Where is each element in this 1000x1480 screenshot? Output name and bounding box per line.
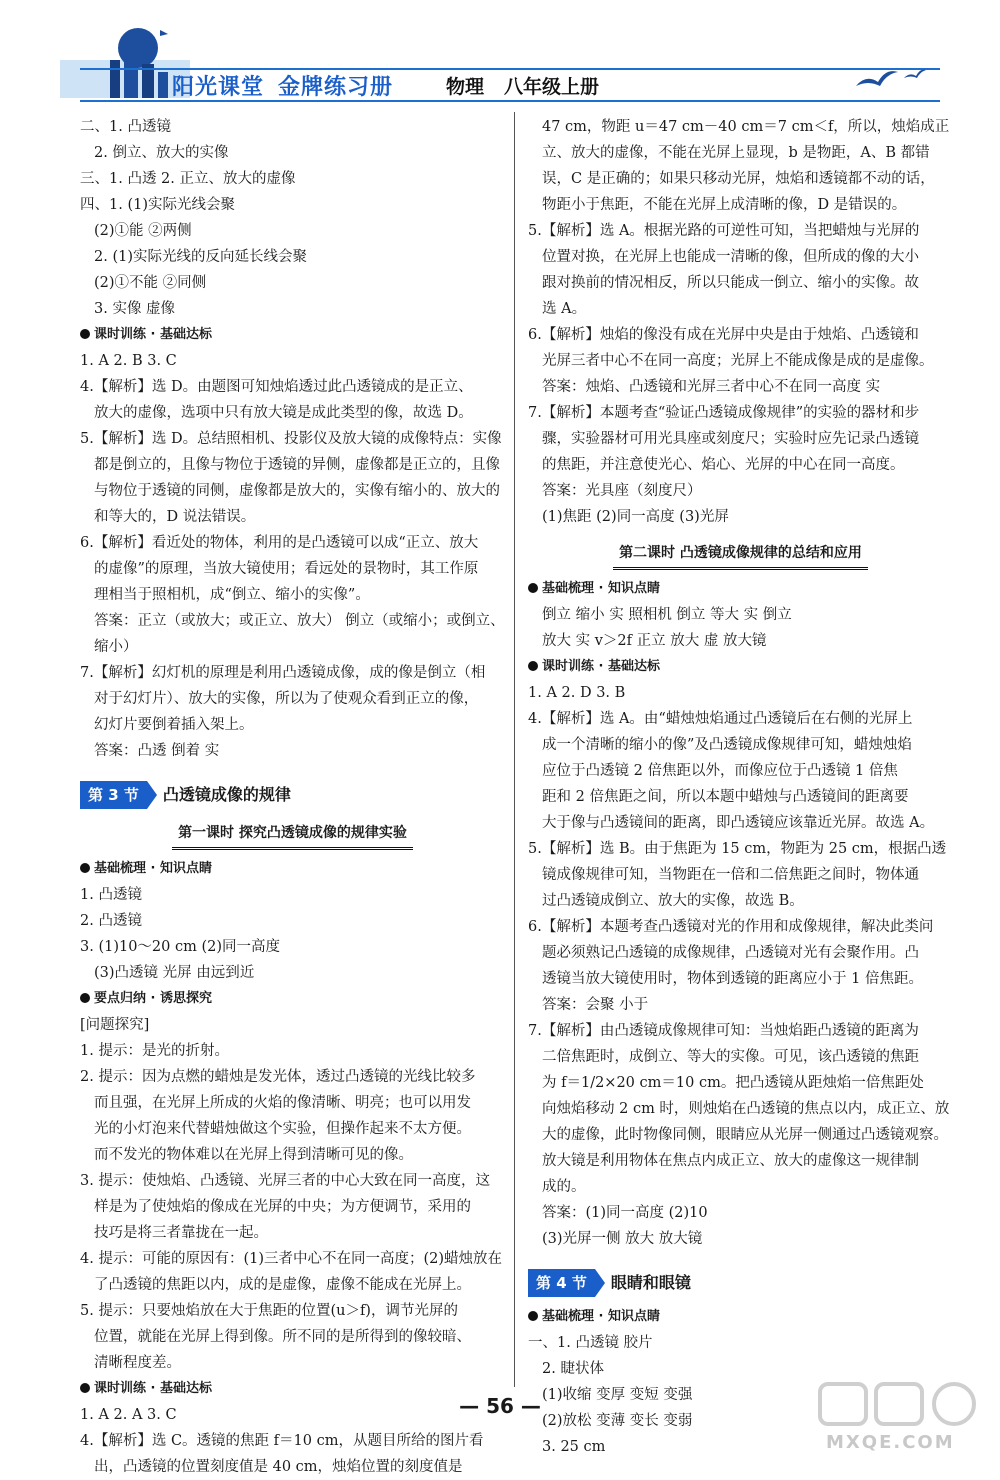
- chapter-heading: [528, 1268, 953, 1298]
- page-header: [0, 0, 1000, 110]
- text-line: 1. A 2. D 3. B: [528, 685, 626, 701]
- section-label-text: 基础梳理 · 知识点睛: [542, 581, 660, 596]
- text-line: 和等大的，D 说法错误。: [94, 509, 256, 525]
- text-line: 1. A 2. A 3. C: [80, 1407, 177, 1423]
- text-line: 三、1. 凸透 2. 正立、放大的虚像: [80, 171, 296, 187]
- text-line: 四、1. (1)实际光线会聚: [80, 197, 235, 213]
- text-line: 立、放大的虚像，不能在光屏上显现，b 是物距，A、B 都错: [542, 145, 930, 161]
- text-line: 放大镜是利用物体在焦点内成正立、放大的虚像这一规律制: [542, 1153, 919, 1169]
- text-line: 7.【解析】由凸透镜成像规律可知：当烛焰距凸透镜的距离为: [528, 1023, 919, 1039]
- text-line: (1)焦距 (2)同一高度 (3)光屏: [542, 509, 729, 525]
- brand-series: 金牌练习册: [278, 75, 394, 100]
- text-line: (3)凸透镜 光屏 由远到近: [94, 965, 255, 981]
- text-line: 1. A 2. B 3. C: [80, 353, 177, 369]
- text-line: 7.【解析】本题考查“验证凸透镜成像规律”的实验的器材和步: [528, 405, 920, 421]
- text-line: 出，凸透镜的位置刻度值是 40 cm，烛焰位置的刻度值是: [94, 1459, 463, 1475]
- text-line: (2)放松 变薄 变长 变弱: [542, 1413, 693, 1429]
- chevron-right-icon: [595, 1269, 605, 1297]
- text-line: 成的。: [542, 1179, 586, 1195]
- subject-label: [446, 72, 599, 99]
- lesson-title: 第二课时 凸透镜成像规律的总结和应用: [613, 541, 868, 570]
- text-line: 距和 2 倍焦距之间，所以本题中蜡烛与凸透镜间的距离要: [542, 789, 909, 805]
- text-line: 答案：凸透 倒着 实: [94, 743, 220, 759]
- section-label: [80, 856, 505, 882]
- text-line: 2. 凸透镜: [80, 913, 142, 929]
- subject-name: 物理: [446, 76, 485, 98]
- text-line: 题必须熟记凸透镜的成像规律，凸透镜对光有会聚作用。凸: [542, 945, 919, 961]
- text-line: 位置对换，在光屏上也能成一清晰的像，但所成的像的大小: [542, 249, 919, 265]
- text-line: 倒立 缩小 实 照相机 倒立 等大 实 倒立: [542, 607, 792, 623]
- text-line: 放大的虚像，选项中只有放大镜是成此类型的像，故选 D。: [94, 405, 473, 421]
- text-line: 7.【解析】幻灯机的原理是利用凸透镜成像，成的像是倒立（相: [80, 665, 486, 681]
- text-line: 物距小于焦距，不能在光屏上成清晰的像，D 是错误的。: [542, 197, 907, 213]
- text-line: 过凸透镜成倒立、放大的实像，故选 B。: [542, 893, 804, 909]
- text-line: 4. 提示：可能的原因有：(1)三者中心不在同一高度；(2)蜡烛放在: [80, 1251, 503, 1267]
- text-line: 位置，就能在光屏上得到像。所不同的是所得到的像较暗、: [94, 1329, 471, 1345]
- text-line: 的虚像”的原理，当放大镜使用；看远处的景物时，其工作原: [94, 561, 479, 577]
- text-line: 大的虚像，此时物像同侧，眼睛应从光屏一侧通过凸透镜观察。: [542, 1127, 948, 1143]
- text-line: 5.【解析】选 A。根据光路的可逆性可知，当把蜡烛与光屏的: [528, 223, 920, 239]
- text-line: 2. 提示：因为点燃的蜡烛是发光体，透过凸透镜的光线比较多: [80, 1069, 476, 1085]
- lesson-heading: [80, 820, 505, 850]
- text-line: 2. (1)实际光线的反向延长线会聚: [94, 249, 307, 265]
- text-line: 4.【解析】选 C。透镜的焦距 f＝10 cm，从题目所给的图片看: [80, 1433, 484, 1449]
- text-line: 清晰程度差。: [94, 1355, 181, 1371]
- text-line: 答案：烛焰、凸透镜和光屏三者中心不在同一高度 实: [542, 379, 881, 395]
- text-line: 样是为了使烛焰的像成在光屏的中央；为方便调节，采用的: [94, 1199, 471, 1215]
- text-line: 透镜当放大镜使用时，物体到透镜的距离应小于 1 倍焦距。: [542, 971, 923, 987]
- text-line: 6.【解析】看近处的物体，利用的是凸透镜可以成“正立、放大: [80, 535, 479, 551]
- text-line: 3. 实像 虚像: [94, 301, 176, 317]
- text-line: 答案：(1)同一高度 (2)10: [542, 1205, 708, 1221]
- text-line: 光的小灯泡来代替蜡烛做这个实验，但操作起来不太方便。: [94, 1121, 471, 1137]
- section-label: [528, 654, 953, 680]
- left-column: [80, 114, 505, 1480]
- text-line: 5.【解析】选 D。总结照相机、投影仪及放大镜的成像特点：实像: [80, 431, 502, 447]
- chapter-heading: [80, 780, 505, 810]
- text-line: 答案：正立（或放大；或正立、放大） 倒立（或缩小；或倒立、: [94, 613, 505, 629]
- watermark-text: MXQE.COM: [826, 1432, 955, 1453]
- text-line: 1. 提示：是光的折射。: [80, 1043, 229, 1059]
- text-line: 缩小）: [94, 639, 138, 655]
- text-line: 对于幻灯片）、放大的实像，所以为了使观众看到正立的像，: [94, 691, 479, 707]
- section-label: [528, 576, 953, 602]
- text-line: 2. 倒立、放大的实像: [94, 145, 229, 161]
- section-label: [80, 322, 505, 348]
- text-line: 3. 25 cm: [542, 1439, 606, 1455]
- text-line: 6.【解析】本题考查凸透镜对光的作用和成像规律，解决此类问: [528, 919, 934, 935]
- section-label-text: 课时训练 · 基础达标: [94, 327, 212, 342]
- text-line: 2. 睫状体: [542, 1361, 604, 1377]
- text-line: 了凸透镜的焦距以内，成的是虚像，虚像不能成在光屏上。: [94, 1277, 471, 1293]
- text-line: 理相当于照相机，成“倒立、缩小的实像”。: [94, 587, 370, 603]
- section-bullet-icon: [80, 993, 90, 1003]
- text-line: 一、1. 凸透镜 胶片: [528, 1335, 653, 1351]
- text-line: 3. (1)10～20 cm (2)同一高度: [80, 939, 281, 955]
- text-line: 放大 实 v＞2f 正立 放大 虚 放大镜: [542, 633, 767, 649]
- section-bullet-icon: [80, 329, 90, 339]
- section-bullet-icon: [80, 1383, 90, 1393]
- text-line: 误，C 是正确的；如果只移动光屏，烛焰和透镜都不动的话，: [542, 171, 935, 187]
- text-line: 二、1. 凸透镜: [80, 119, 171, 135]
- column-divider: [514, 112, 515, 1387]
- section-bullet-icon: [528, 1311, 538, 1321]
- text-line: 而不发光的物体难以在光屏上得到清晰可见的像。: [94, 1147, 413, 1163]
- text-line: 都是倒立的，且像与物位于透镜的异侧，虚像都是正立的，且像: [94, 457, 500, 473]
- text-line: (3)光屏一侧 放大 放大镜: [542, 1231, 703, 1247]
- text-line: 答案：光具座（刻度尺）: [542, 483, 702, 499]
- text-line: 应位于凸透镜 2 倍焦距以外，而像应位于凸透镜 1 倍焦: [542, 763, 898, 779]
- text-line: [问题探究]: [80, 1017, 150, 1033]
- text-line: 骤，实验器材可用光具座或刻度尺；实验时应先记录凸透镜: [542, 431, 919, 447]
- chapter-number: 第 4 节: [528, 1269, 595, 1297]
- text-line: 镜成像规律可知，当物距在一倍和二倍焦距之间时，物体通: [542, 867, 919, 883]
- text-line: 为 f＝1/2×20 cm＝10 cm。把凸透镜从距烛焰一倍焦距处: [542, 1075, 924, 1091]
- text-line: (2)①不能 ②同侧: [94, 275, 207, 291]
- text-line: (2)①能 ②两侧: [94, 223, 192, 239]
- lesson-heading: [528, 540, 953, 570]
- section-label-text: 要点归纳 · 诱思探究: [94, 991, 212, 1006]
- section-label-text: 基础梳理 · 知识点睛: [94, 861, 212, 876]
- grade-name: 八年级上册: [504, 76, 600, 98]
- text-line: 幻灯片要倒着插入架上。: [94, 717, 254, 733]
- text-line: 二倍焦距时，成倒立、等大的实像。可见，该凸透镜的焦距: [542, 1049, 919, 1065]
- section-label-text: 基础梳理 · 知识点睛: [542, 1309, 660, 1324]
- brand-name: 阳光课堂: [172, 75, 265, 100]
- page-number: — 56 —: [459, 1394, 541, 1418]
- lesson-title: 第一课时 探究凸透镜成像的规律实验: [172, 821, 413, 850]
- brand-title: [172, 70, 393, 101]
- chapter-title: 眼睛和眼镜: [610, 1273, 691, 1292]
- text-line: 选 A。: [542, 301, 587, 317]
- birds-icon: [852, 56, 932, 96]
- text-line: 与物位于透镜的同侧，虚像都是放大的，实像有缩小的、放大的: [94, 483, 500, 499]
- text-line: 技巧是将三者靠拢在一起。: [94, 1225, 268, 1241]
- section-label: [528, 1304, 953, 1330]
- text-line: 答案：会聚 小于: [542, 997, 649, 1013]
- text-line: 跟对换前的情况相反，所以只能成一倒立、缩小的实像。故: [542, 275, 919, 291]
- text-line: 向烛焰移动 2 cm 时，则烛焰在凸透镜的焦点以内，成正立、放: [542, 1101, 950, 1117]
- text-line: 6.【解析】烛焰的像没有成在光屏中央是由于烛焰、凸透镜和: [528, 327, 919, 343]
- right-column: [528, 114, 953, 1460]
- section-label-text: 课时训练 · 基础达标: [94, 1381, 212, 1396]
- chapter-number: 第 3 节: [80, 781, 147, 809]
- section-bullet-icon: [80, 863, 90, 873]
- text-line: 4.【解析】选 D。由题图可知烛焰透过此凸透镜成的是正立、: [80, 379, 473, 395]
- text-line: 而且强，在光屏上所成的火焰的像清晰、明亮；也可以用发: [94, 1095, 471, 1111]
- section-bullet-icon: [528, 661, 538, 671]
- text-line: 的焦距，并注意使光心、焰心、光屏的中心在同一高度。: [542, 457, 905, 473]
- text-line: (1)收缩 变厚 变短 变强: [542, 1387, 693, 1403]
- text-line: 大于像与凸透镜间的距离，即凸透镜应该靠近光屏。故选 A。: [542, 815, 935, 831]
- text-line: 5. 提示：只要烛焰放在大于焦距的位置(u＞f)，调节光屏的: [80, 1303, 458, 1319]
- chapter-title: 凸透镜成像的规律: [162, 785, 291, 804]
- text-line: 光屏三者中心不在同一高度；光屏上不能成像是成的是虚像。: [542, 353, 934, 369]
- section-label-text: 课时训练 · 基础达标: [542, 659, 660, 674]
- text-line: 5.【解析】选 B。由于焦距为 15 cm，物距为 25 cm，根据凸透: [528, 841, 947, 857]
- text-line: 4.【解析】选 A。由“蜡烛烛焰通过凸透镜后在右侧的光屏上: [528, 711, 913, 727]
- section-label: [80, 986, 505, 1012]
- chevron-right-icon: [147, 781, 157, 809]
- text-line: 1. 凸透镜: [80, 887, 142, 903]
- text-line: 3. 提示：使烛焰、凸透镜、光屏三者的中心大致在同一高度，这: [80, 1173, 490, 1189]
- text-line: 47 cm，物距 u＝47 cm－40 cm＝7 cm＜f，所以，烛焰成正: [542, 119, 950, 135]
- text-line: 成一个清晰的缩小的像”及凸透镜成像规律可知，蜡烛烛焰: [542, 737, 912, 753]
- section-bullet-icon: [528, 583, 538, 593]
